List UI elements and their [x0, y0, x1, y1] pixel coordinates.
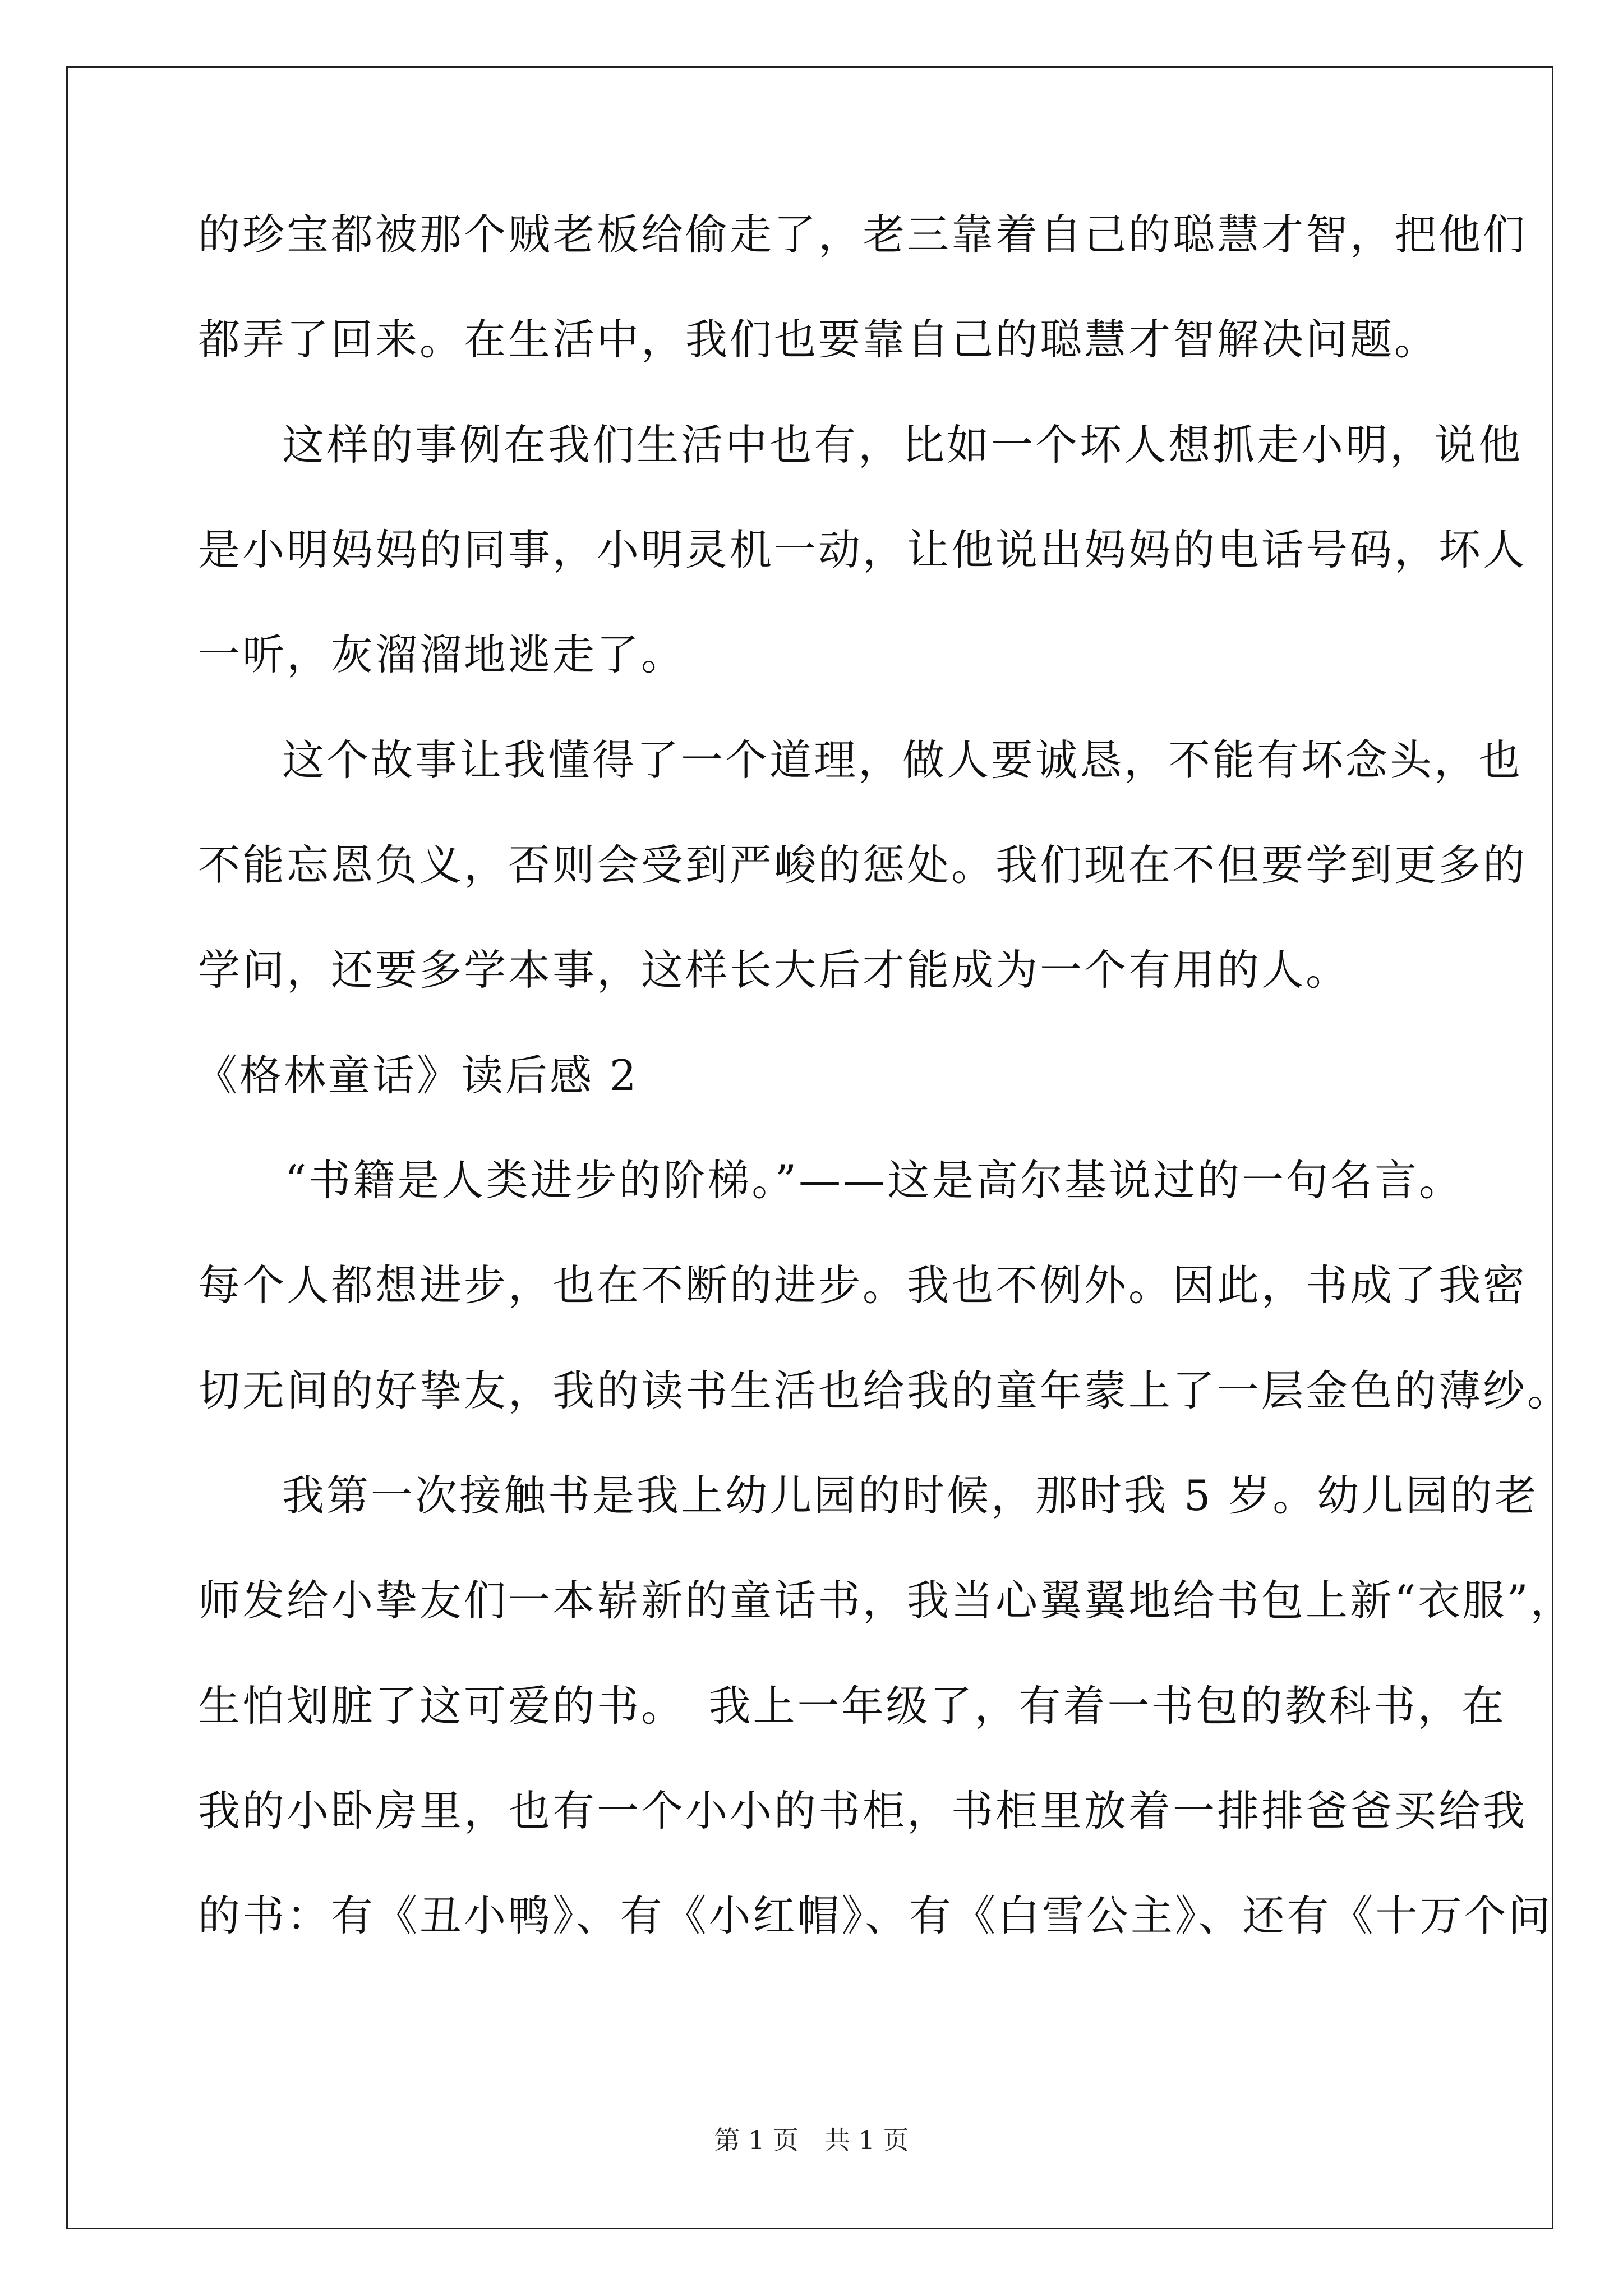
- text-line: 师发给小挚友们一本崭新的童话书，我当心翼翼地给书包上新“衣服”，: [198, 1576, 1575, 1625]
- section-heading: 《格林童话》读后感 2: [195, 1051, 639, 1100]
- text-line: 的珍宝都被那个贼老板给偷走了，老三靠着自己的聪慧才智，把他们: [198, 210, 1528, 259]
- text-line: 切无间的好挚友，我的读书生活也给我的童年蒙上了一层金色的薄纱。: [198, 1366, 1572, 1415]
- paragraph-start-line: “书籍是人类进步的阶梯。”——这是高尔基说过的一句名言。: [285, 1156, 1464, 1205]
- text-line: 每个人都想进步，也在不断的进步。我也不例外。因此，书成了我密: [198, 1260, 1528, 1310]
- text-line: 我的小卧房里，也有一个小小的书柜，书柜里放着一排排爸爸买给我: [198, 1786, 1528, 1835]
- paragraph-start-line: 我第一次接触书是我上幼儿园的时候，那时我 5 岁。幼儿园的老: [282, 1471, 1539, 1520]
- text-line: 的书：有《丑小鸭》、有《小红帽》、有《白雪公主》、还有《十万个问: [198, 1891, 1553, 1940]
- text-line: 是小明妈妈的同事，小明灵机一动，让他说出妈妈的电话号码，坏人: [198, 525, 1528, 574]
- text-line: 不能忘恩负义，否则会受到严峻的惩处。我们现在不但要学到更多的: [198, 840, 1528, 890]
- paragraph-start-line: 这个故事让我懂得了一个道理，做人要诚恳，不能有坏念头，也: [282, 735, 1523, 785]
- text-line: 都弄了回来。在生活中，我们也要靠自己的聪慧才智解决问题。: [198, 315, 1439, 364]
- paragraph-start-line: 这样的事例在我们生活中也有，比如一个坏人想抓走小明，说他: [282, 420, 1523, 470]
- page-number-footer: 第 1 页 共 1 页: [714, 2125, 909, 2155]
- text-line: 一听，灰溜溜地逃走了。: [198, 630, 686, 679]
- text-line: 生怕划脏了这可爱的书。 我上一年级了，有着一书包的教科书，在: [198, 1681, 1506, 1731]
- text-line: 学问，还要多学本事，这样长大后才能成为一个有用的人。: [198, 945, 1350, 995]
